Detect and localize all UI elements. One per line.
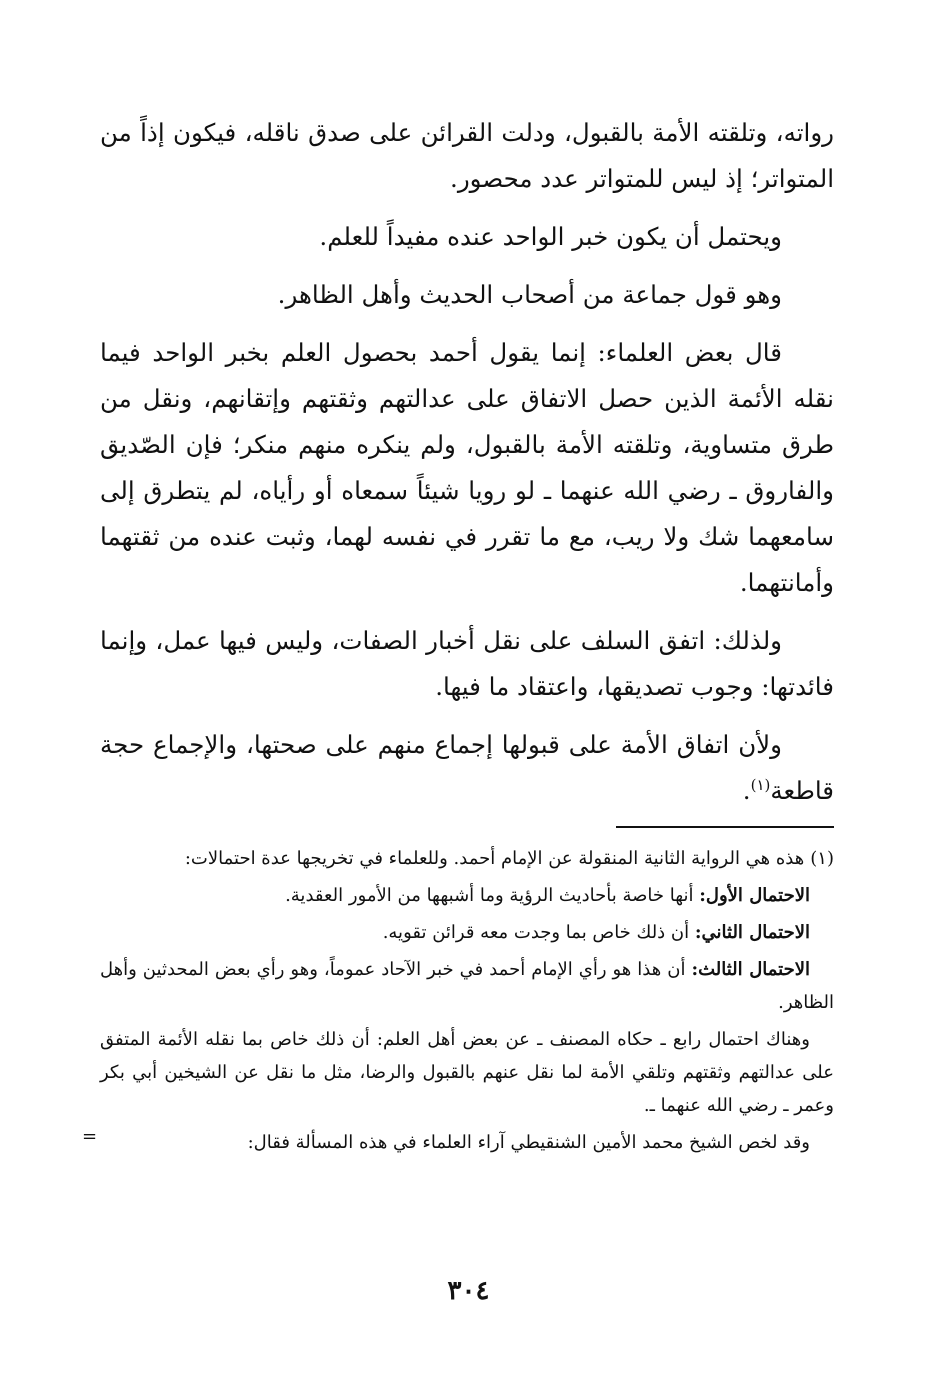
footnote-item-1 — [100, 879, 834, 912]
footnote-fourth: وهناك احتمال رابع ـ حكاه المصنف ـ عن بعض أهل العلم: أن ذلك خاص بما نقله الأئمة المتفق على عدالتهم وثقتهم وتلقي الأمة لما نقل عنهم بالقبول والرضا، مثل ما نقل عن الشيخين أبي بكر وعمر ـ رضي الله عنهما ـ. — [100, 1029, 834, 1116]
footnote-item-3 — [100, 953, 834, 1019]
footnote-item-3-text: أن هذا هو رأي الإمام أحمد في خبر الآحاد عموماً، وهو رأي بعض المحدثين وأهل الظاهر. — [100, 959, 834, 1013]
footnote-intro — [100, 842, 834, 875]
main-text — [100, 110, 834, 814]
footnote-item-3-label: الاحتمال الثالث: — [691, 959, 810, 980]
paragraph-6-text: ولأن اتفاق الأمة على قبولها إجماع منهم على صحتها، والإجماع حجة قاطعة — [100, 730, 834, 805]
paragraph-6 — [100, 722, 834, 814]
footnote-reference: (١) — [750, 775, 771, 794]
footnote-number: (١) — [810, 848, 834, 869]
paragraph-2: ويحتمل أن يكون خبر الواحد عنده مفيداً للعلم. — [319, 222, 782, 251]
paragraph-4: قال بعض العلماء: إنما يقول أحمد بحصول العلم بخبر الواحد فيما نقله الأئمة الذين حصل الاتفاق على عدالتهم وثقتهم وإتقانهم، ونقل من طرق متساوية، وتلقته الأمة بالقبول، ولم ينكره منهم منكر؛ فإن الصّديق والفاروق ـ رضي الله عنهما ـ لو رويا شيئاً سمعاه أو رأياه، لم يتطرق إلى سامعهما شك ولا ريب، مع ما تقرر في نفسه لهما، وثبت عنده من ثقتهما وأمانتهما. — [100, 338, 834, 597]
paragraph-6-end: . — [742, 776, 751, 805]
page-body — [82, 110, 834, 1163]
footnote-item-2-label: الاحتمال الثاني: — [694, 922, 810, 943]
footnote-item-2-text: أن ذلك خاص بما وجدت معه قرائن تقويه. — [382, 922, 690, 943]
continuation-mark: = — [82, 1126, 98, 1147]
footnote-divider — [616, 826, 834, 828]
footnote-item-1-text: أنها خاصة بأحاديث الرؤية وما أشبهها من الأمور العقدية. — [285, 885, 694, 906]
page-number: ٣٠٤ — [447, 1276, 490, 1306]
footnote-item-2 — [100, 916, 834, 949]
footnote-last: وقد لخص الشيخ محمد الأمين الشنقيطي آراء العلماء في هذه المسألة فقال: — [247, 1132, 810, 1153]
footnote-item-1-label: الاحتمال الأول: — [699, 885, 810, 906]
paragraph-3: وهو قول جماعة من أصحاب الحديث وأهل الظاهر. — [277, 280, 782, 309]
paragraph-1: رواته، وتلقته الأمة بالقبول، ودلت القرائن على صدق ناقله، فيكون إذاً من المتواتر؛ إذ ليس للمتواتر عدد محصور. — [100, 118, 834, 193]
paragraph-5: ولذلك: اتفق السلف على نقل أخبار الصفات، وليس فيها عمل، وإنما فائدتها: وجوب تصديقها، واعتقاد ما فيها. — [100, 626, 834, 701]
footnotes — [82, 842, 834, 1159]
footnote-intro-text: هذه هي الرواية الثانية المنقولة عن الإمام أحمد. وللعلماء في تخريجها عدة احتمالات: — [184, 848, 805, 869]
